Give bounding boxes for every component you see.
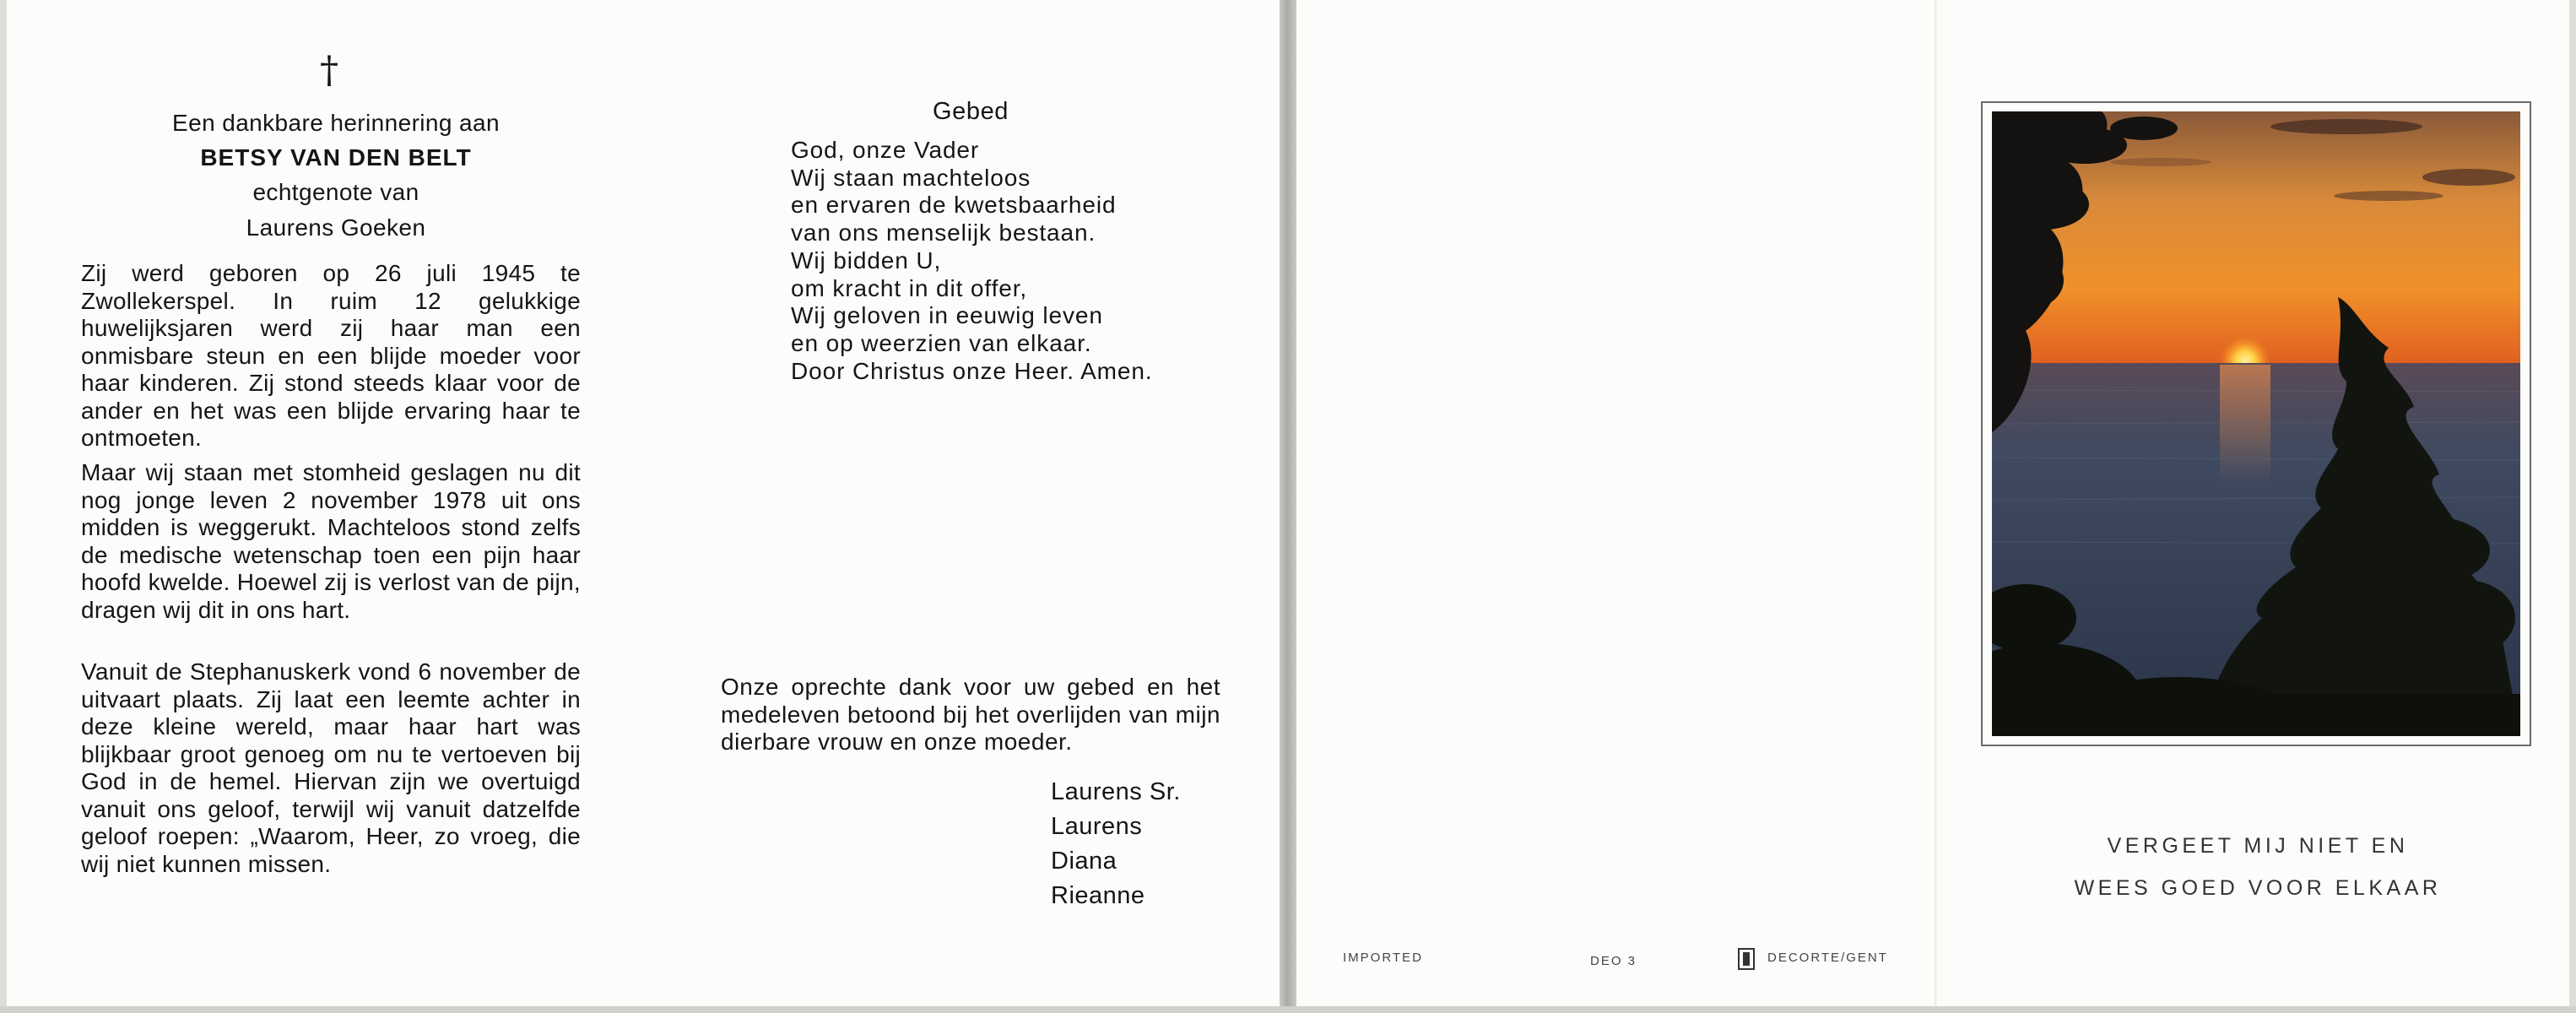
signer-list <box>1051 775 1181 913</box>
prayer-line: om kracht in dit offer, <box>791 274 1028 301</box>
publisher-name: DECORTE/GENT <box>1767 951 1888 965</box>
signer-name: Diana <box>1051 848 1118 875</box>
prayer-line: Door Christus onze Heer. Amen. <box>791 357 1153 384</box>
scan-gutter <box>1280 0 1296 1013</box>
prayer-line: Wij staan machteloos <box>791 164 1031 191</box>
prayer-line: Wij bidden U, <box>791 246 942 274</box>
product-code: DEO 3 <box>1590 954 1637 968</box>
imported-label: IMPORTED <box>1343 951 1423 965</box>
bio-paragraph-birth: Zij werd geboren op 26 juli 1945 te Zwollekerspel. In ruim 12 gelukkige huwelijksjaren werd zij haar man een onmisbare steun en een blijde moeder voor haar kinderen. Zij stond steeds klaar voor de ander en het was een blijde ervaring haar te ontmoeten. <box>81 260 581 451</box>
motto-line-1: VERGEET MIJ NIET EN <box>2107 834 2409 858</box>
deceased-name: BETSY VAN DEN BELT <box>200 144 472 171</box>
bio-paragraph-funeral: Vanuit de Stephanuskerk vond 6 november de uitvaart plaats. Zij laat een leemte achter in deze kleine wereld, maar haar hart was blijkbaar groot genoeg om nu te vertoeven bij God in de hemel. Hiervan zijn we overtuigd vanuit ons geloof, terwijl wij vanuit datzelfde geloof roepen: „Waarom, Heer, zo vroeg, die wij niet kunnen missen. <box>81 658 581 877</box>
prayer-line: Wij geloven in eeuwig leven <box>791 302 1103 329</box>
signer-name: Laurens <box>1051 813 1143 840</box>
spouse-name: Laurens Goeken <box>246 214 426 241</box>
sunset-photo <box>1992 111 2520 736</box>
prayer-line: en ervaren de kwetsbaarheid <box>791 192 1117 219</box>
scan-bottom-edge <box>0 1006 2576 1013</box>
bio-paragraph-death: Maar wij staan met stomheid geslagen nu dit nog jonge leven 2 november 1978 uit ons midden is weggerukt. Machteloos stond zelfs de medische wetenschap toen een pijn haar hoofd kwelde. Hoewel zij is verlost van de pijn, dragen wij dit in ons hart. <box>81 459 581 623</box>
prayer-line: en op weerzien van elkaar. <box>791 329 1092 356</box>
thanks-message: Onze oprechte dank voor uw gebed en het medeleven betoond bij het overlijden van mijn dierbare vrouw en onze moeder. <box>721 674 1220 755</box>
signer-name: Rieanne <box>1051 882 1145 909</box>
signer-name: Laurens Sr. <box>1051 778 1181 805</box>
cross-icon: † <box>320 49 338 92</box>
prayer-text <box>791 137 1153 385</box>
prayer-title: Gebed <box>932 98 1009 125</box>
motto-line-2: WEES GOED VOOR ELKAAR <box>2074 876 2442 900</box>
relation-label: echtgenote van <box>252 179 419 205</box>
memorial-intro: Een dankbare herinnering aan <box>172 110 500 136</box>
cover-fold <box>1935 0 1937 1006</box>
prayer-line: God, onze Vader <box>791 137 980 163</box>
publisher-logo-icon <box>1737 947 1756 971</box>
prayer-line: van ons menselijk bestaan. <box>791 219 1096 246</box>
